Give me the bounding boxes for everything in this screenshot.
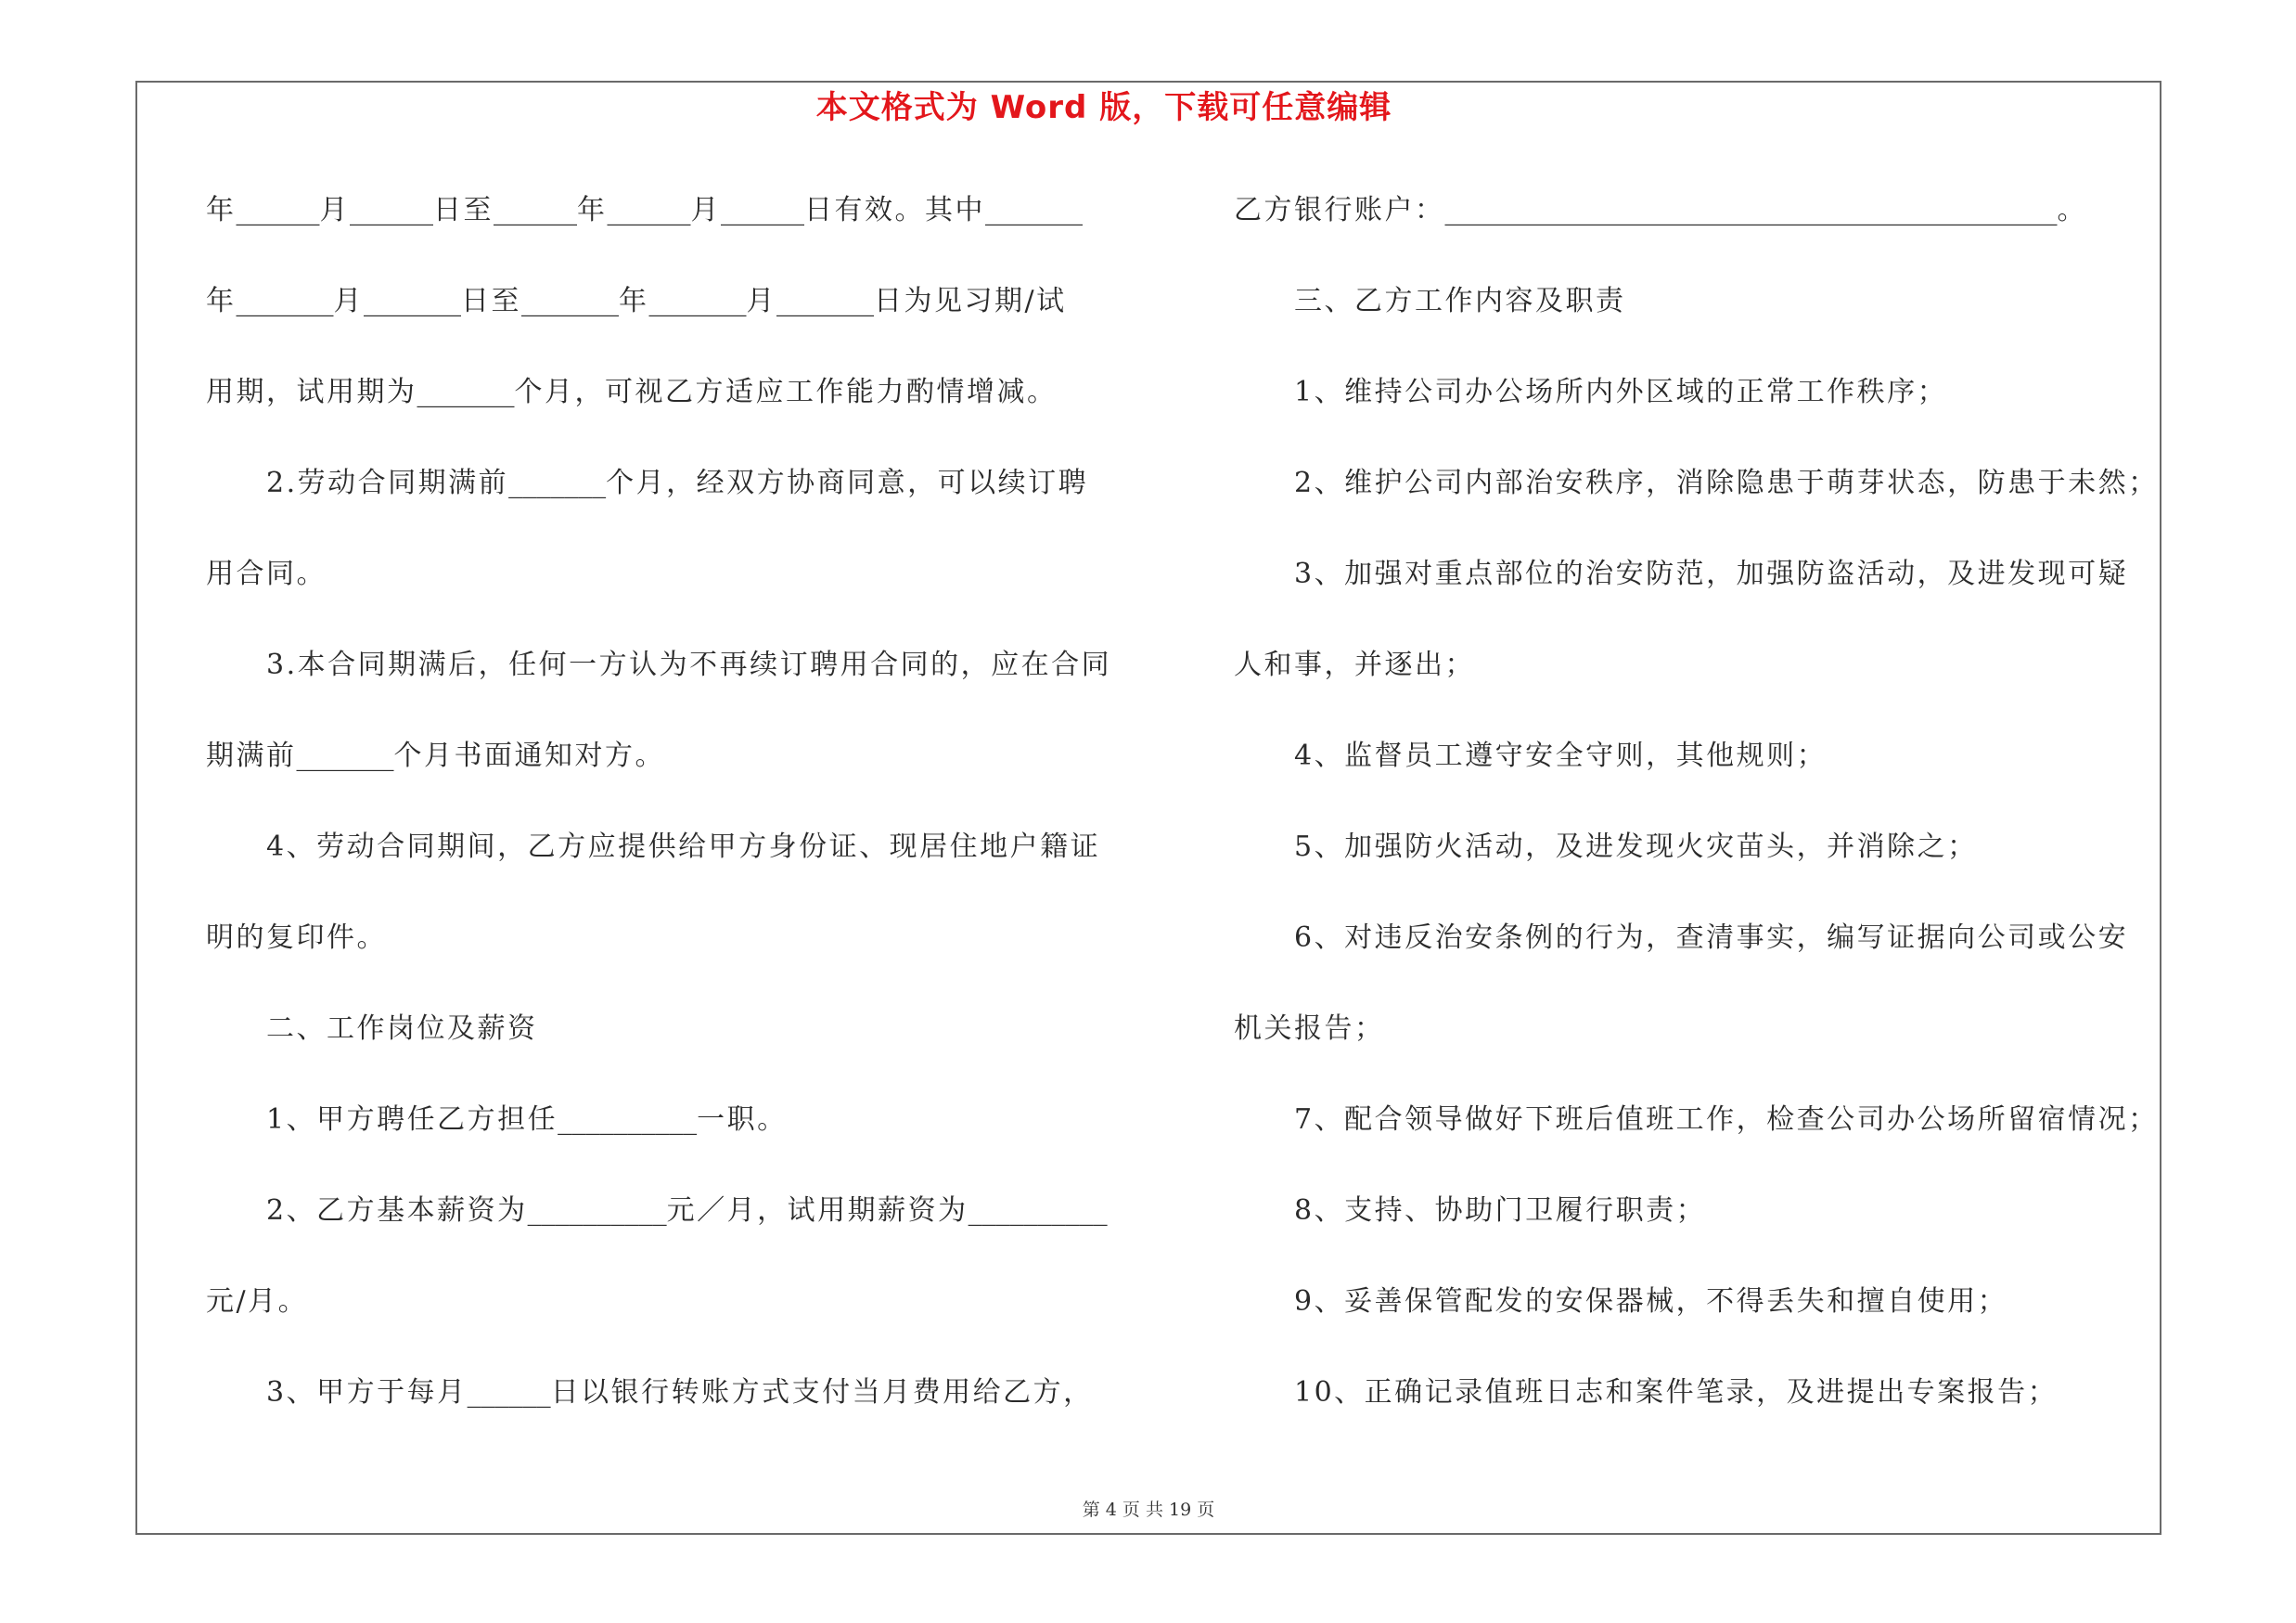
format-notice-banner: 本文格式为 Word 版，下载可任意编辑 bbox=[815, 89, 1392, 126]
text-line: 年_______月_______日至_______年_______月_______日为见习期/试 bbox=[206, 285, 1067, 317]
text-line: 机关报告； bbox=[1234, 1012, 1385, 1045]
text-line: 用合同。 bbox=[206, 558, 327, 590]
fill-in-blank: _______ bbox=[236, 285, 334, 317]
fill-in-blank: ______ bbox=[607, 194, 691, 226]
fill-in-blank: _______ bbox=[364, 285, 461, 317]
text-line: 2.劳动合同期满前_______个月，经双方协商同意，可以续订聘 bbox=[266, 467, 1089, 499]
fill-in-blank: ______ bbox=[494, 194, 577, 226]
text-line: 7、配合领导做好下班后值班工作，检查公司办公场所留宿情况； bbox=[1294, 1103, 2159, 1136]
fill-in-blank: __________ bbox=[558, 1103, 698, 1136]
text-line: 乙方银行账户：____________________________________________。 bbox=[1234, 194, 2087, 226]
text-line: 4、监督员工遵守安全守则，其他规则； bbox=[1294, 740, 1828, 772]
section-heading: 三、乙方工作内容及职责 bbox=[1294, 285, 1626, 317]
text-line: 3.本合同期满后，任何一方认为不再续订聘用合同的，应在合同 bbox=[266, 649, 1112, 681]
fill-in-blank: _______ bbox=[508, 467, 607, 499]
fill-in-blank: _______ bbox=[985, 194, 1083, 226]
fill-in-blank: ______ bbox=[236, 194, 320, 226]
text-line: 用期，试用期为_______个月，可视乙方适应工作能力酌情增减。 bbox=[206, 376, 1058, 408]
text-line: 2、维护公司内部治安秩序，消除隐患于萌芽状态，防患于未然； bbox=[1294, 467, 2159, 499]
fill-in-blank: ______ bbox=[350, 194, 433, 226]
fill-in-blank: _______ bbox=[521, 285, 619, 317]
fill-in-blank: _______ bbox=[417, 376, 515, 408]
text-line: 期满前_______个月书面通知对方。 bbox=[206, 740, 665, 772]
text-line: 10、正确记录值班日志和案件笔录，及进提出专案报告； bbox=[1294, 1376, 2059, 1409]
fill-in-blank: _______ bbox=[648, 285, 747, 317]
text-line: 9、妥善保管配发的安保器械，不得丢失和擅自使用； bbox=[1294, 1285, 2008, 1318]
text-line: 8、支持、协助门卫履行职责； bbox=[1294, 1194, 1707, 1227]
right-column bbox=[1234, 165, 2171, 1438]
fill-in-blank: ______ bbox=[467, 1376, 551, 1409]
fill-in-blank: __________ bbox=[527, 1194, 667, 1227]
text-line: 明的复印件。 bbox=[206, 921, 387, 954]
text-line: 2、乙方基本薪资为__________元／月，试用期薪资为__________ bbox=[266, 1194, 1108, 1227]
text-line: 1、甲方聘任乙方担任__________一职。 bbox=[266, 1103, 788, 1136]
page-number: 第 4 页 共 19 页 bbox=[1082, 1500, 1215, 1520]
text-line: 6、对违反治安条例的行为，查清事实，编写证据向公司或公安 bbox=[1294, 921, 2129, 954]
fill-in-blank: ____________________________________________ bbox=[1444, 194, 2058, 226]
left-column bbox=[206, 165, 1161, 1438]
text-line: 元/月。 bbox=[206, 1285, 309, 1318]
fill-in-blank: __________ bbox=[968, 1194, 1108, 1227]
text-line: 1、维持公司办公场所内外区域的正常工作秩序； bbox=[1294, 376, 1948, 408]
text-line: 3、甲方于每月______日以银行转账方式支付当月费用给乙方， bbox=[266, 1376, 1094, 1409]
section-heading: 二、工作岗位及薪资 bbox=[266, 1012, 538, 1045]
fill-in-blank: _______ bbox=[776, 285, 874, 317]
text-line: 5、加强防火活动，及进发现火灾苗头，并消除之； bbox=[1294, 831, 1978, 863]
text-line: 人和事，并逐出； bbox=[1234, 649, 1475, 681]
text-line: 3、加强对重点部位的治安防范，加强防盗活动，及进发现可疑 bbox=[1294, 558, 2129, 590]
fill-in-blank: _______ bbox=[296, 740, 394, 772]
text-line: 4、劳动合同期间，乙方应提供给甲方身份证、现居住地户籍证 bbox=[266, 831, 1101, 863]
text-line: 年______月______日至______年______月______日有效。其中_______ bbox=[206, 194, 1083, 226]
fill-in-blank: ______ bbox=[721, 194, 804, 226]
